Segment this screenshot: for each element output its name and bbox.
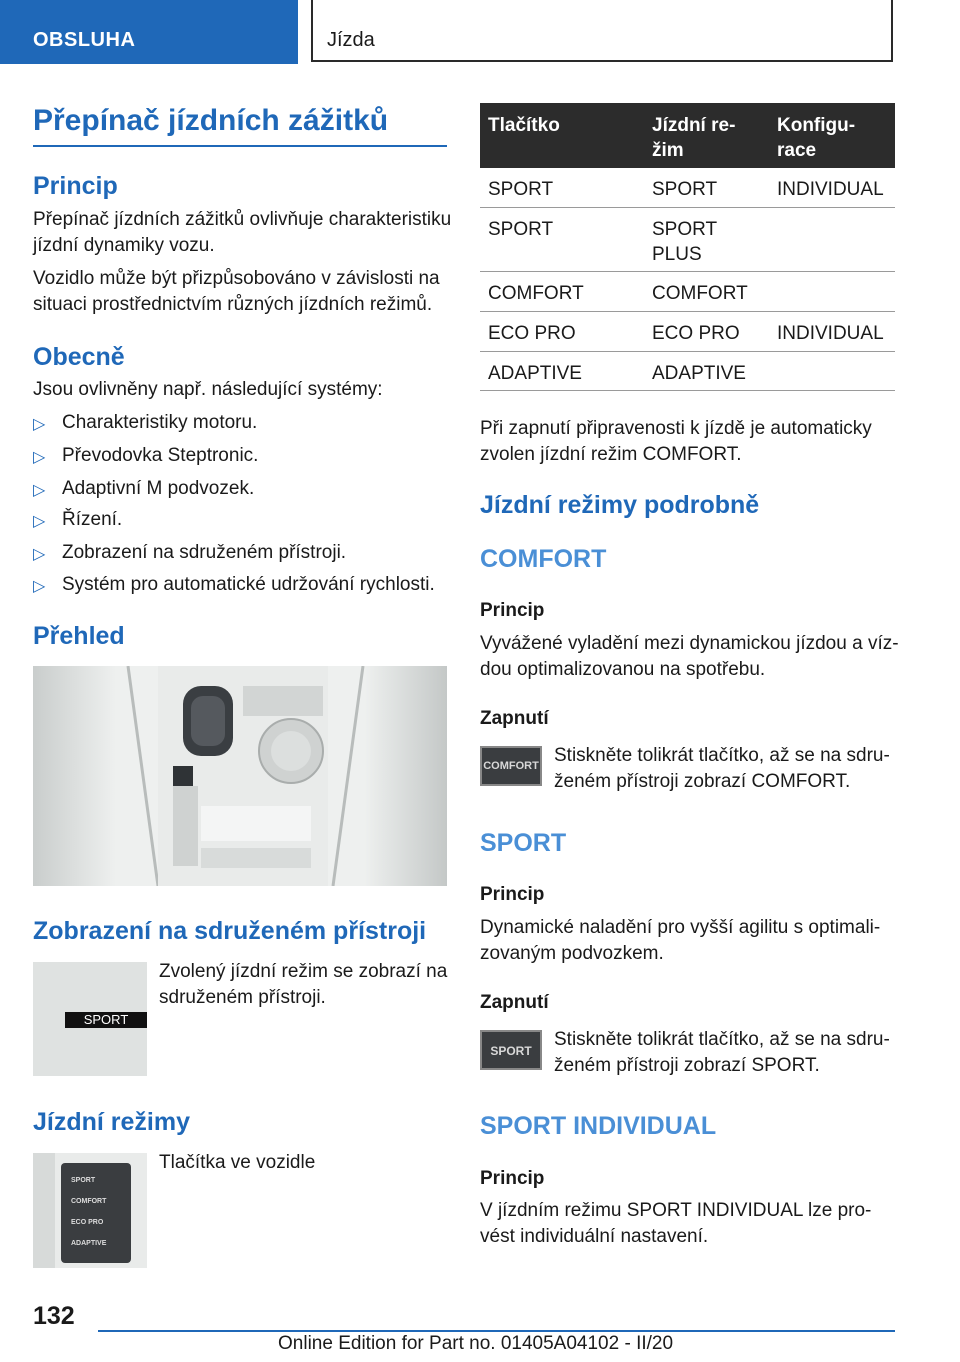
- comfort-button-image: [480, 746, 542, 786]
- th-mode: Jízdní re- žim: [652, 115, 736, 161]
- intro-line-1: Při zapnutí připravenosti k jízdě je automaticky: [480, 418, 872, 439]
- page-title: Přepínač jízdních zážitků: [33, 104, 389, 137]
- princip-line-3: Vozidlo může být přizpůsobováno v závislosti na: [33, 268, 440, 289]
- cluster-display-image: [33, 962, 147, 1076]
- vehicle-buttons-image: [33, 1153, 147, 1268]
- triangle-bullet-icon: ▷: [33, 482, 46, 499]
- princip-line-2: jízdní dynamiky vozu.: [33, 235, 215, 256]
- edition-note: Online Edition for Part no. 01405A04102 - II/20: [278, 1333, 674, 1354]
- sport-button-image: [480, 1030, 542, 1070]
- center-console-image: [33, 666, 447, 886]
- table-row: ADAPTIVE ADAPTIVE: [480, 352, 895, 391]
- sportind-princip-line-1: V jízdním režimu SPORT INDIVIDUAL lze pro-: [480, 1200, 872, 1221]
- zobrazeni-heading: Zobrazení na sdruženém přístroji: [33, 917, 427, 945]
- cluster-sport-label: SPORT: [65, 1012, 147, 1028]
- section-label: OBSLUHA: [33, 29, 136, 51]
- triangle-bullet-icon: ▷: [33, 546, 46, 563]
- sport-heading: SPORT: [480, 829, 567, 857]
- comfort-zapnuti-label: Zapnutí: [480, 708, 549, 729]
- console-label-adaptive: ADAPTIVE: [71, 1240, 107, 1247]
- console-label-sport: SPORT: [71, 1177, 96, 1184]
- triangle-bullet-icon: ▷: [33, 449, 46, 466]
- comfort-heading: COMFORT: [480, 545, 607, 573]
- intro-line-2: zvolen jízdní režim COMFORT.: [480, 444, 742, 465]
- zobrazeni-line-2: sdruženém přístroji.: [159, 987, 326, 1008]
- table-row: SPORT SPORT PLUS: [480, 208, 895, 272]
- chapter-label: Jízda: [327, 29, 375, 51]
- console-label-ecopro: ECO PRO: [71, 1219, 104, 1226]
- th-button: Tlačítko: [488, 115, 560, 136]
- table-row: COMFORT COMFORT: [480, 272, 895, 312]
- sport-zapnuti-line-2: ženém přístroji zobrazí SPORT.: [554, 1055, 820, 1076]
- sportind-princip-label: Princip: [480, 1168, 545, 1189]
- sport-zapnuti-line-1: Stiskněte tolikrát tlačítko, až se na sdru-: [554, 1029, 890, 1050]
- comfort-button-label: COMFORT: [483, 760, 539, 772]
- sport-zapnuti-label: Zapnutí: [480, 992, 549, 1013]
- title-rule: [33, 145, 447, 147]
- princip-line-1: Přepínač jízdních zážitků ovlivňuje charakteristiku: [33, 209, 452, 230]
- triangle-bullet-icon: ▷: [33, 513, 46, 530]
- sportind-princip-line-2: vést individuální nastavení.: [480, 1226, 709, 1247]
- footer-rule: [98, 1330, 895, 1332]
- rezimy-heading: Jízdní režimy: [33, 1108, 190, 1136]
- table-row: SPORT SPORT INDIVIDUAL: [480, 168, 895, 208]
- sport-princip-line-2: zovaným podvozkem.: [480, 943, 664, 964]
- prehled-heading: Přehled: [33, 622, 125, 650]
- podrobne-heading: Jízdní režimy podrobně: [480, 491, 760, 519]
- comfort-zapnuti-line-1: Stiskněte tolikrát tlačítko, až se na sdru-: [554, 745, 890, 766]
- th-config: Konfigu- race: [777, 115, 856, 161]
- rezimy-text: Tlačítka ve vozidle: [159, 1152, 316, 1173]
- comfort-princip-line-2: dou optimalizovanou na spotřebu.: [480, 659, 766, 680]
- center-console-illustration: [33, 666, 447, 886]
- princip-line-4: situaci prostřednictvím různých jízdních režimů.: [33, 294, 433, 315]
- sport-princip-line-1: Dynamické naladění pro vyšší agilitu s optimali-: [480, 917, 881, 938]
- page-number: 132: [33, 1302, 75, 1330]
- zobrazeni-line-1: Zvolený jízdní režim se zobrazí na: [159, 961, 448, 982]
- sport-individual-heading: SPORT INDIVIDUAL: [480, 1112, 717, 1140]
- triangle-bullet-icon: ▷: [33, 416, 46, 433]
- triangle-bullet-icon: ▷: [33, 578, 46, 595]
- comfort-zapnuti-line-2: ženém přístroji zobrazí COMFORT.: [554, 771, 851, 792]
- table-row: ECO PRO ECO PRO INDIVIDUAL: [480, 312, 895, 352]
- sport-button-label: SPORT: [490, 1044, 532, 1058]
- comfort-princip-line-1: Vyvážené vyladění mezi dynamickou jízdou a víz-: [480, 633, 899, 654]
- princip-heading: Princip: [33, 172, 118, 200]
- table-header: [480, 103, 895, 168]
- console-label-comfort: COMFORT: [71, 1198, 107, 1205]
- chapter-tab: [311, 0, 893, 62]
- obecne-intro: Jsou ovlivněny např. následující systémy:: [33, 379, 383, 400]
- comfort-princip-label: Princip: [480, 600, 545, 621]
- section-tab: [0, 0, 298, 64]
- sport-princip-label: Princip: [480, 884, 545, 905]
- obecne-heading: Obecně: [33, 343, 125, 371]
